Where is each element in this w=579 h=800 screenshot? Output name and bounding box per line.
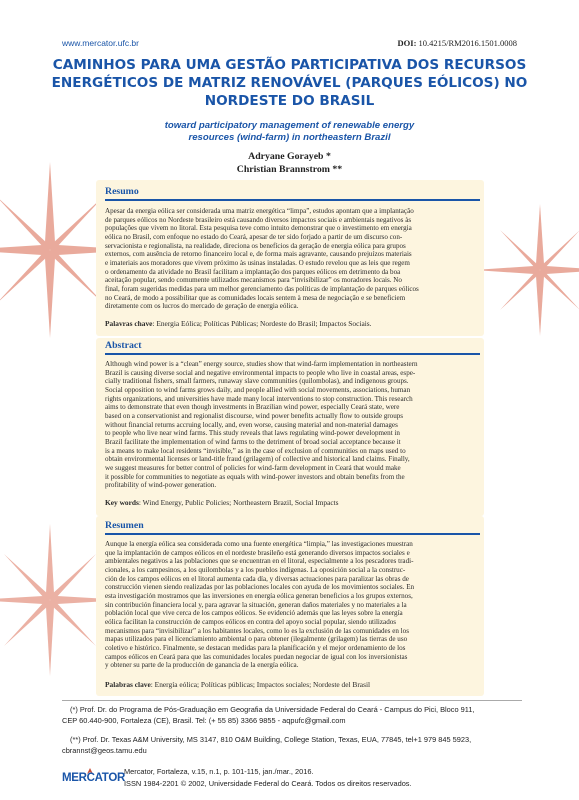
footnote-line: (*) Prof. Dr. do Programa de Pós-Graduação em Geografia da Universidade Federal do Ceará - Campus do Pici, Bloco 911, [70, 705, 475, 714]
abstract-rule [105, 353, 480, 355]
keywords-text: : Energia Eólica; Políticas Públicas; Nordeste do Brasil; Impactos Sociais. [152, 319, 372, 328]
body-line: eólica no Brasil, com enfoque no estado do Ceará, apesar de ter sido forjado a partir de um discurso con- [105, 232, 403, 241]
author-1: Adryane Gorayeb * [248, 151, 331, 162]
body-line: campos eólicos en Ceará para que las comunidades locales puedan negociar de igual con los inversionistas [105, 652, 408, 661]
footnote-rule [62, 700, 522, 701]
footnote-line: CEP 60.440-900, Fortaleza (CE), Brasil. Tel: (+ 55 85) 3366 9855 - aqpufc@gmail.com [62, 716, 346, 725]
body-line: obtain environmental licenses or land-title fraud (grilagem) of collective and historical land claims. Finally, [105, 455, 410, 464]
keywords-text: : Energía eólica; Políticas públicas; Impactos sociales; Nordeste del Brasil [150, 680, 371, 689]
body-line: mapas utilizados para el licenciamiento ambiental o para obtener (ilegalmente (grilagem) las tierras de uso [105, 635, 408, 644]
body-line: e imateriais aos moradores que vivem próximo às usinas instaladas. O estudo revelou que as leis que regem [105, 258, 410, 267]
citation: Mercator, Fortaleza, v.15, n.1, p. 101-115, jan./mar., 2016. [124, 767, 314, 776]
article-title [40, 56, 539, 110]
body-line: construcción vienen siendo realizadas por las poblaciones locales con ayuda de los movimientos sociales. En [105, 583, 415, 592]
body-line: población local que vive cerca de los campos eólicos. Se evidenció además que las leyes sobre la energía [105, 609, 403, 618]
body-line: final, foram sugeridas medidas para um melhor gerenciamento das políticas de implantação de parques eólicos [105, 284, 419, 293]
keywords-label: Palabras clave [105, 680, 151, 689]
doi-label: DOI: [397, 38, 417, 48]
body-line: to people who live near wind farms. This study reveals that laws regulating wind-power development in [105, 429, 400, 438]
body-line: profitability of wind-power generation. [105, 481, 217, 490]
body-line: cionales, a los campesinos, a los quilombolas y a los pueblos indígenas. La oposición social a la construc- [105, 565, 406, 574]
resumen-body [105, 540, 477, 670]
resumo-body [105, 207, 477, 311]
body-line: no Ceará, de modo a possibilitar que as comunidades locais sentem à mesa de negociação e se beneficiem [105, 293, 406, 302]
resumen-heading: Resumen [105, 520, 144, 531]
body-line: diretamente com os lucros do mercado de geração de energia eólica. [105, 302, 299, 311]
body-line: rights organizations, and universities have made many local interventions to stop construction. This research [105, 394, 413, 403]
body-line: eólica facilitan la construcción de campos eólicos en contra del apoyo social popular, siendo utilizados [105, 617, 397, 626]
title-line: CAMINHOS PARA UMA GESTÃO PARTICIPATIVA DOS RECURSOS [52, 57, 527, 73]
body-line: ambientales negativos a las poblaciones que se encuentran en el litoral, especialmente a los pescadores tradi- [105, 557, 414, 566]
body-line: cially traditional fishers, small farmers, runaway slave communities (quilombolas), and indigenous groups. [105, 377, 409, 386]
body-line: populações que vivem no litoral. Esta pesquisa teve como intuito demonstrar que o investimento em energia [105, 224, 412, 233]
body-line: Social opposition to wind farms grows daily, and people allied with social movements, associations, human [105, 385, 411, 394]
author-2: Christian Brannstrom ** [236, 163, 343, 175]
body-line: que la implantación de campos eólicos en el nordeste brasileño está generando diversos impactos sociales e [105, 548, 410, 557]
footnote-1 [62, 704, 522, 726]
body-line: Brazil facilitate the implementation of wind farms to the detriment of broad social acceptance because it [105, 437, 401, 446]
footnote-2 [62, 734, 522, 756]
mercator-logo [62, 766, 125, 790]
footnote-line: (**) Prof. Dr. Texas A&M University, MS 3147, 810 O&M Building, College Station, Texas, EUA, 77845, tel+1 979 845 5923, [70, 735, 472, 744]
doi [398, 38, 517, 48]
body-line: is a means to make local residents “invisible,” as in the case of exclusion of communities on maps used to [105, 446, 406, 455]
body-line: aceitação popular, sendo comumente utilizados mecanismos para “invisibilizar” os moradores locais. No [105, 276, 402, 285]
title-line: NORDESTE DO BRASIL [204, 93, 375, 109]
abstract-heading: Abstract [105, 340, 142, 351]
resumen-rule [105, 533, 480, 535]
body-line: ción de los campos eólicos en el litoral aumenta cada día, y diversas actuaciones para paralizar las obras de [105, 574, 409, 583]
resumo-heading: Resumo [105, 186, 139, 197]
keywords-label: Palavras chave [105, 319, 153, 328]
body-line: sin contribución financiera local y, para agravar la situación, generan daños materiales y no materiales a la [105, 600, 407, 609]
body-line: Brazil is causing diverse social and negative environmental impacts to people who live in coastal areas, espe- [105, 368, 416, 377]
resumen-keywords [105, 680, 477, 689]
body-line: it possible for communities to negotiate as equals with wind-power investors and obtain benefits from the [105, 472, 405, 481]
body-line: mecanismos para “invisibilizar” a los habitantes locales, como lo es la exclusión de las comunidades en los [105, 626, 409, 635]
journal-footer [62, 766, 522, 790]
body-line: servacionista e regionalista, na realidade, direciona os benefícios da geração de energia eólica para grupos [105, 241, 406, 250]
title-line: ENERGÉTICOS DE MATRIZ RENOVÁVEL (PARQUES EÓLICOS) NO [51, 75, 528, 91]
body-line: de parques eólicos no Nordeste brasileiro está causando diversos impactos sociais e ambientais negativos às [105, 215, 412, 224]
body-line: Aunque la energía eólica sea considerada como una fuente energética “limpia,” las investigaciones muestran [105, 540, 413, 548]
abstract-body [105, 360, 477, 490]
header-bar [62, 38, 517, 50]
article-subtitle [90, 120, 489, 144]
keywords-text: : Wind Energy, Public Policies; Northeastern Brazil, Social Impacts [138, 498, 339, 507]
doi-value[interactable]: 10.4215/RM2016.1501.0008 [418, 38, 517, 48]
body-line: esta investigación mostramos que las inversiones en energía eólica generan beneficios a los grupos externos, [105, 591, 413, 600]
body-line: Although wind power is a “clean” energy source, studies show that wind-farm implementation in northeastern [105, 360, 418, 368]
body-line: coletivo e histórico. Finalmente, se destacan medidas para la planificación y el mejor ordenamiento de los [105, 643, 406, 652]
body-line: we suggest measures for better control of policies for wind-farm development in Ceará that would make [105, 463, 401, 472]
abstract-keywords [105, 498, 477, 507]
compass-rose-right-icon [470, 200, 579, 340]
site-link[interactable]: www.mercator.ufc.br [62, 38, 139, 48]
footnote-line: cbrannst@geos.tamu.edu [62, 746, 147, 755]
body-line: y obtener su parte de la producción de ganancia de la energía eólica. [105, 661, 299, 670]
body-line: aims to demonstrate that even though investments in Brazilian wind power, especially Ceará state, were [105, 403, 400, 412]
body-line: externos, com ausência de retorno financeiro local e, de forma mais agravante, causando prejuízos materiais [105, 250, 412, 259]
body-line: Apesar da energia eólica ser considerada uma matriz energética “limpa”, estudos apontam que a implantação [105, 207, 414, 215]
subtitle-line: resources (wind-farm) in northeastern Brazil [188, 132, 391, 143]
keywords-label: Key words [105, 498, 139, 507]
authors [0, 151, 579, 176]
logo-text: MERCATOR [62, 772, 125, 784]
issn: ISSN 1984-2201 © 2002, Universidade Federal do Ceará. Todos os direitos reservados. [124, 779, 412, 788]
subtitle-line: toward participatory management of renewable energy [164, 120, 415, 131]
body-line: based on a conservationist and regionalist discourse, wind power benefits actually flow to outside groups [105, 411, 404, 420]
resumo-keywords [105, 319, 477, 328]
body-line: without financial returns accruing locally, and, even worse, causing material and non-material damages [105, 420, 398, 429]
resumo-rule [105, 199, 480, 201]
body-line: o ordenamento da atividade no Brasil facilitam a implantação dos parques eólicos em detrimento da boa [105, 267, 401, 276]
